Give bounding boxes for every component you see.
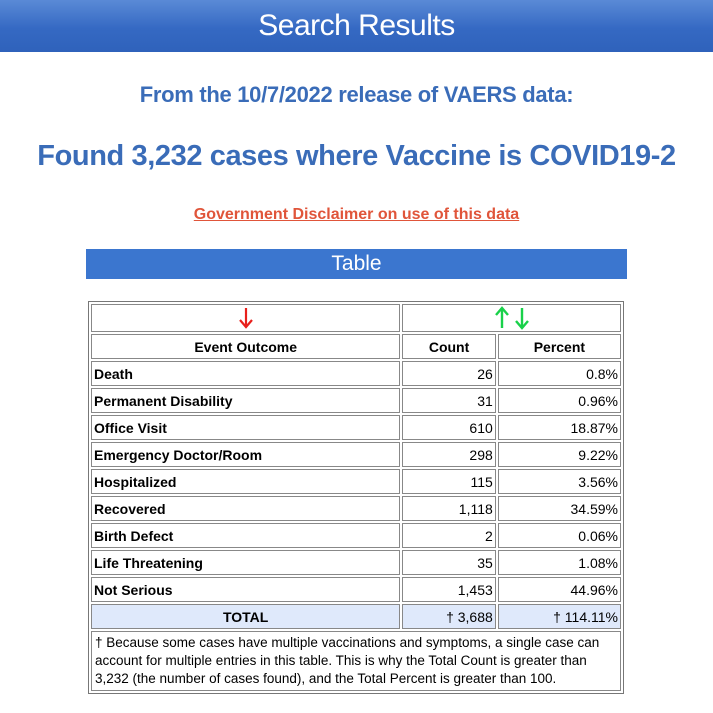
row-outcome: Hospitalized xyxy=(91,469,400,494)
row-count: 298 xyxy=(402,442,495,467)
row-percent: 1.08% xyxy=(498,550,621,575)
row-count: 2 xyxy=(402,523,495,548)
page-title: Search Results xyxy=(258,9,455,42)
government-disclaimer-link[interactable]: Government Disclaimer on use of this data xyxy=(193,206,520,223)
sort-arrow-row xyxy=(91,304,621,332)
header-count: Count xyxy=(402,334,495,359)
table-section-bar xyxy=(86,249,627,279)
row-count: 1,118 xyxy=(402,496,495,521)
table-row xyxy=(91,550,621,575)
count-sort-cell xyxy=(402,304,621,332)
row-percent: 0.8% xyxy=(498,361,621,386)
row-outcome: Recovered xyxy=(91,496,400,521)
release-info: From the 10/7/2022 release of VAERS data: xyxy=(139,82,574,107)
results-count-heading: Found 3,232 cases where Vaccine is COVID19-2 xyxy=(37,140,676,172)
row-outcome: Emergency Doctor/Room xyxy=(91,442,400,467)
row-count: 26 xyxy=(402,361,495,386)
total-percent: † 114.11% xyxy=(498,604,621,629)
table-row xyxy=(91,523,621,548)
row-outcome: Death xyxy=(91,361,400,386)
row-count: 610 xyxy=(402,415,495,440)
table-section-title: Table xyxy=(331,252,382,275)
table-row xyxy=(91,442,621,467)
table-row xyxy=(91,415,621,440)
table-row xyxy=(91,388,621,413)
header-event-outcome: Event Outcome xyxy=(91,334,400,359)
arrow-down-icon[interactable] xyxy=(514,305,530,331)
disclaimer-container xyxy=(0,206,713,224)
arrow-up-icon[interactable] xyxy=(494,305,510,331)
row-outcome: Office Visit xyxy=(91,415,400,440)
footnote-text: † Because some cases have multiple vaccinations and symptoms, a single case can account for multiple entries in this table. This is why the Total Count is greater than 3,232 (the number of cases found), and the Total Percent is greater than 100. xyxy=(91,631,621,691)
row-percent: 9.22% xyxy=(498,442,621,467)
row-percent: 34.59% xyxy=(498,496,621,521)
outcome-sort-cell xyxy=(91,304,400,332)
row-outcome: Life Threatening xyxy=(91,550,400,575)
results-table xyxy=(88,301,624,694)
table-header-row xyxy=(91,334,621,359)
header-percent: Percent xyxy=(498,334,621,359)
row-percent: 18.87% xyxy=(498,415,621,440)
table-row xyxy=(91,496,621,521)
total-row xyxy=(91,604,621,629)
row-percent: 3.56% xyxy=(498,469,621,494)
results-table-container xyxy=(88,301,624,694)
table-row xyxy=(91,469,621,494)
total-label: TOTAL xyxy=(91,604,400,629)
row-outcome: Birth Defect xyxy=(91,523,400,548)
row-count: 1,453 xyxy=(402,577,495,602)
table-row xyxy=(91,577,621,602)
table-row xyxy=(91,361,621,386)
search-results-banner xyxy=(0,0,713,52)
row-percent: 0.96% xyxy=(498,388,621,413)
footnote-row xyxy=(91,631,621,691)
row-count: 31 xyxy=(402,388,495,413)
row-percent: 0.06% xyxy=(498,523,621,548)
row-outcome: Permanent Disability xyxy=(91,388,400,413)
arrow-down-icon[interactable] xyxy=(238,306,254,330)
row-count: 115 xyxy=(402,469,495,494)
row-count: 35 xyxy=(402,550,495,575)
row-percent: 44.96% xyxy=(498,577,621,602)
row-outcome: Not Serious xyxy=(91,577,400,602)
total-count: † 3,688 xyxy=(402,604,495,629)
